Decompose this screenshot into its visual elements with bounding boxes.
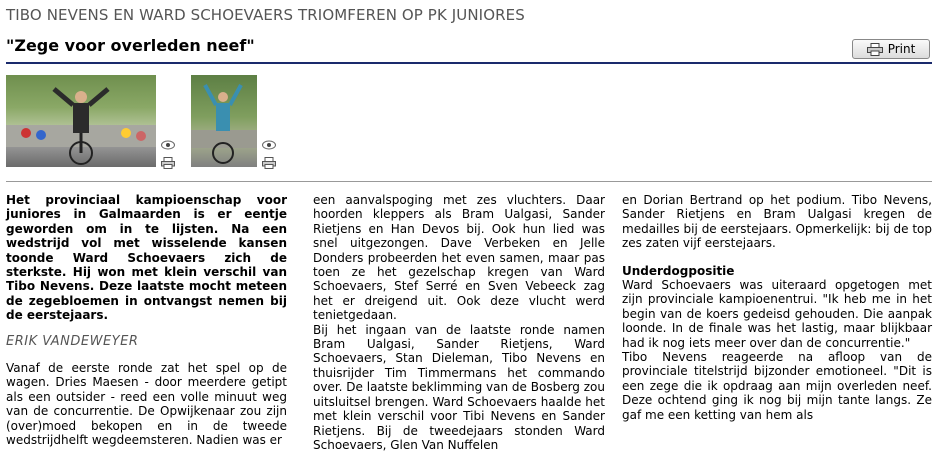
- photo-thumbnail-1[interactable]: [6, 75, 156, 167]
- article-paragraph: Tibo Nevens reageerde na afloop van de provinciale titelstrijd bijzonder emotioneel. "Dit is een zege die ik opdraag aan mijn overleden neef. Deze ochtend ging ik nog bij mijn tante langs. Ze gaf me een ketting van hem als: [622, 350, 932, 422]
- printer-icon[interactable]: [262, 157, 276, 169]
- headline-divider: [6, 62, 932, 64]
- article-column-1: [6, 193, 287, 448]
- article-lead: Het provinciaal kampioenschap voor juniores in Galmaarden is er eentje geworden om in te lijsten. Na een wedstrijd vol met wisselende kansen toonde Ward Schoevaers zich de sterkste. Hij won met klein verschil van Tibo Nevens. Deze laatste mocht meteen de zegebloemen in ontvangst nemen bij de eerstejaars.: [6, 193, 287, 323]
- printer-icon[interactable]: [161, 157, 175, 169]
- eye-icon[interactable]: [262, 140, 276, 150]
- content-divider: [6, 181, 932, 182]
- cyclist-image: [6, 75, 156, 167]
- article-column-2: [313, 193, 605, 452]
- article-paragraph: een aanvalspoging met zes vluchters. Daar hoorden kleppers als Bram Ualgasi, Sander Rietjens en Han Devos bij. Ook hun lied was snel uitgezongen. Dave Verbeken en Jelle Donders probeerden het even samen, maar pas toen ze het gezelschap kregen van Ward Schoevaers, Stef Serré en Sven Vebeeck zag het er dreigend uit. Ook deze vlucht werd tenietgedaan.: [313, 193, 605, 323]
- article-column-3: [622, 193, 932, 422]
- printer-icon: [867, 43, 883, 56]
- article-paragraph: Vanaf de eerste ronde zat het spel op de wagen. Dries Maesen - door meerdere getipt als een outsider - reed een volle minuut weg van de concurrentie. De Opwijkenaar zou zijn (over)moed bekopen en in de tweede wedstrijdhelft wegdeemsteren. Nadien was er: [6, 361, 287, 448]
- photo-thumbnail-2[interactable]: [191, 75, 257, 167]
- print-label: Print: [887, 42, 916, 56]
- article-kicker: TIBO NEVENS EN WARD SCHOEVAERS TRIOMFEREN OP PK JUNIORES: [6, 6, 525, 24]
- article-author: ERIK VANDEWEYER: [6, 333, 139, 349]
- article-subhead: Underdogpositie: [622, 263, 735, 278]
- article-paragraph: Bij het ingaan van de laatste ronde namen Bram Ualgasi, Sander Rietjens, Ward Schoevaers, Stan Dieleman, Tibo Nevens en thuisrijder Tim Timmermans het commando over. De laatste beklimming van de Bosberg zou uitsluitsel brengen. Ward Schoevaers haalde het met klein verschil voor Tibi Nevens en Sander Rietjens. Bij de tweedejaars stonden Ward Schoevaers, Glen Van Nuffelen: [313, 322, 605, 452]
- article-headline: "Zege voor overleden neef": [6, 36, 255, 55]
- article-paragraph: Ward Schoevaers was uiteraard opgetogen met zijn provinciale kampioenentrui. "Ik heb me in het begin van de koers gedeisd gehouden. Die aanpak loonde. In de finale was het lastig, maar blijkbaar had ik nog iets meer over dan de concurrentie.": [622, 278, 932, 350]
- print-button[interactable]: [852, 39, 930, 59]
- article-paragraph: en Dorian Bertrand op het podium. Tibo Nevens, Sander Rietjens en Bram Ualgasi kregen de medailles bij de eerstejaars. Opmerkelijk: bij de top zes zaten vijf eerstejaars.: [622, 193, 932, 251]
- eye-icon[interactable]: [161, 140, 175, 150]
- cyclist-image: [191, 75, 257, 167]
